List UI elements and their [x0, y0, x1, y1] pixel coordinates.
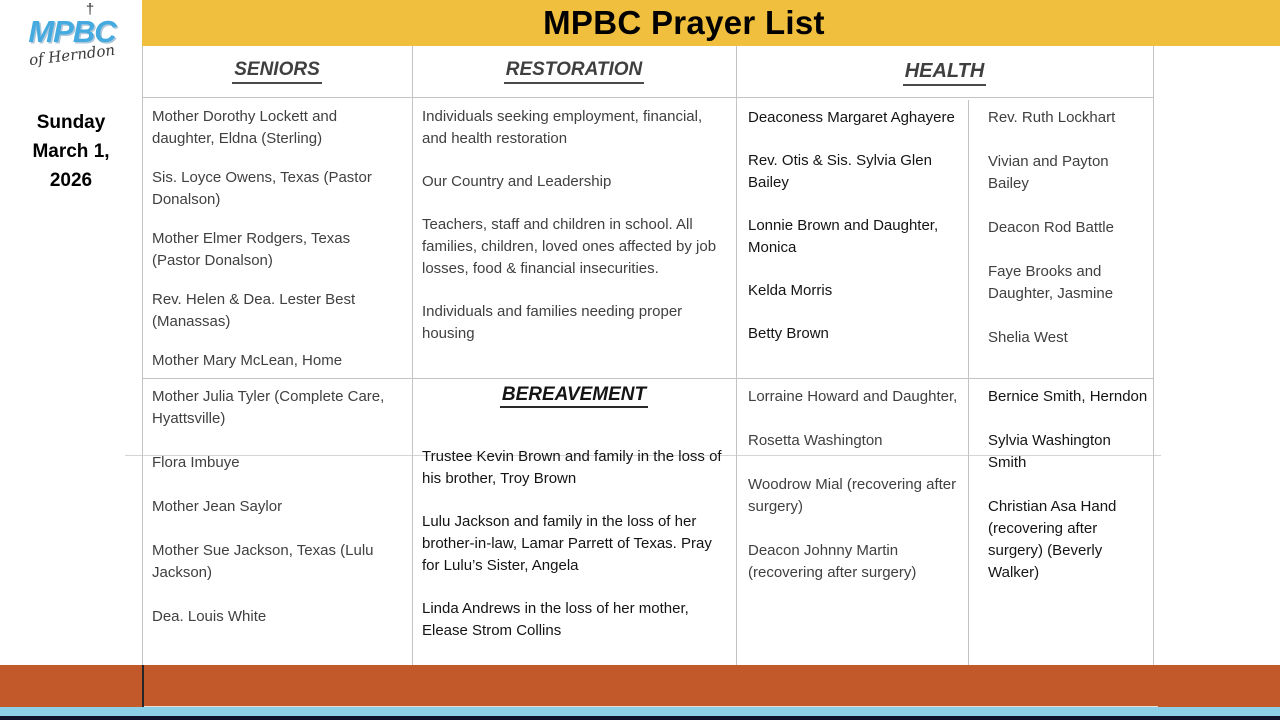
date-display	[0, 108, 142, 195]
list-item: Rev. Otis & Sis. Sylvia Glen Bailey	[748, 152, 932, 191]
list-item: Sis. Loyce Owens, Texas (Pastor Donalson)	[152, 169, 372, 208]
list-item: Shelia West	[988, 329, 1068, 346]
footer-blue-strip	[0, 707, 1280, 716]
seniors-bottom-list	[152, 386, 400, 650]
bereavement-list	[416, 446, 724, 642]
list-item: Mother Elmer Rodgers, Texas (Pastor Donalson)	[152, 230, 351, 269]
list-item: Rosetta Washington	[748, 432, 883, 449]
list-item: Deacon Rod Battle	[988, 219, 1114, 236]
list-item: Linda Andrews in the loss of her mother, Elease Strom Collins	[422, 600, 689, 639]
list-item: Mother Jean Saylor	[152, 498, 283, 515]
list-item: Our Country and Leadership	[422, 173, 612, 190]
list-item: Mother Julia Tyler (Complete Care, Hyattsville)	[152, 388, 385, 427]
column-divider-2	[736, 46, 737, 665]
list-item: Bernice Smith, Herndon	[988, 388, 1148, 405]
list-item: Dea. Louis White	[152, 608, 267, 625]
list-item: Vivian and Payton Bailey	[988, 153, 1109, 192]
list-item: Kelda Morris	[748, 282, 833, 299]
health-col1-bottom-list	[748, 386, 960, 606]
footer-dark-strip	[0, 716, 1280, 720]
health-col2-top-list	[988, 107, 1148, 371]
footer-vertical-rule	[142, 665, 144, 712]
column-divider-1	[412, 46, 413, 665]
column-header-seniors: SENIORS	[142, 46, 412, 97]
footer-band	[0, 665, 1280, 707]
list-item: Christian Asa Hand (recovering after surgery) (Beverly Walker)	[988, 498, 1117, 581]
list-item: Sylvia Washington Smith	[988, 432, 1111, 471]
list-item: Woodrow Mial (recovering after surgery)	[748, 476, 957, 515]
sidebar	[0, 0, 142, 665]
list-item: Mother Mary McLean, Home	[152, 352, 343, 369]
list-item: March 1,	[32, 141, 110, 162]
list-item: Lorraine Howard and Daughter,	[748, 388, 958, 405]
list-item: Betty Brown	[748, 325, 829, 342]
list-item: Flora Imbuye	[152, 454, 240, 471]
header-row-divider	[142, 97, 1153, 98]
list-item: Trustee Kevin Brown and family in the loss of his brother, Troy Brown	[422, 448, 722, 487]
bereavement-section	[416, 384, 732, 642]
column-header-restoration: RESTORATION	[412, 46, 736, 97]
list-item: Sunday	[36, 112, 106, 133]
list-item: 2026	[49, 170, 93, 191]
column-header-bereavement: BEREAVEMENT	[416, 384, 732, 406]
restoration-list	[422, 106, 722, 345]
table-left-border	[142, 46, 143, 665]
list-item: Mother Dorothy Lockett and daughter, Eldna (Sterling)	[152, 108, 338, 147]
logo-subtitle: of Herndon	[28, 40, 116, 70]
list-item: Individuals and families needing proper housing	[422, 303, 683, 342]
column-divider-3	[968, 100, 969, 665]
list-item: Deacon Johnny Martin (recovering after surgery)	[748, 542, 917, 581]
page-title: MPBC Prayer List	[543, 4, 825, 41]
list-item: Lonnie Brown and Daughter, Monica	[748, 217, 939, 256]
health-col1-top-list	[748, 107, 960, 345]
title-banner	[142, 0, 1280, 46]
church-logo	[10, 1, 134, 70]
list-item: Lulu Jackson and family in the loss of her brother-in-law, Lamar Parrett of Texas. Pray for Lulu’s Sister, Angela	[422, 513, 712, 574]
list-item: Faye Brooks and Daughter, Jasmine	[988, 263, 1114, 302]
table-right-border	[1153, 46, 1154, 665]
cross-icon: †	[85, 1, 95, 18]
seniors-top-list	[152, 106, 400, 389]
health-col2-bottom-list	[988, 386, 1148, 606]
list-item: Rev. Ruth Lockhart	[988, 109, 1116, 126]
list-item: Rev. Helen & Dea. Lester Best (Manassas)	[152, 291, 356, 330]
list-item: Deaconess Margaret Aghayere	[748, 109, 955, 126]
column-header-health: HEALTH	[736, 46, 1153, 97]
list-item: Teachers, staff and children in school. All families, children, loved ones affected by job losses, food & financial insecurities.	[422, 216, 717, 277]
list-item: Individuals seeking employment, financial, and health restoration	[422, 108, 703, 147]
list-item: Mother Sue Jackson, Texas (Lulu Jackson)	[152, 542, 374, 581]
logo-text: MPBC	[28, 14, 116, 49]
